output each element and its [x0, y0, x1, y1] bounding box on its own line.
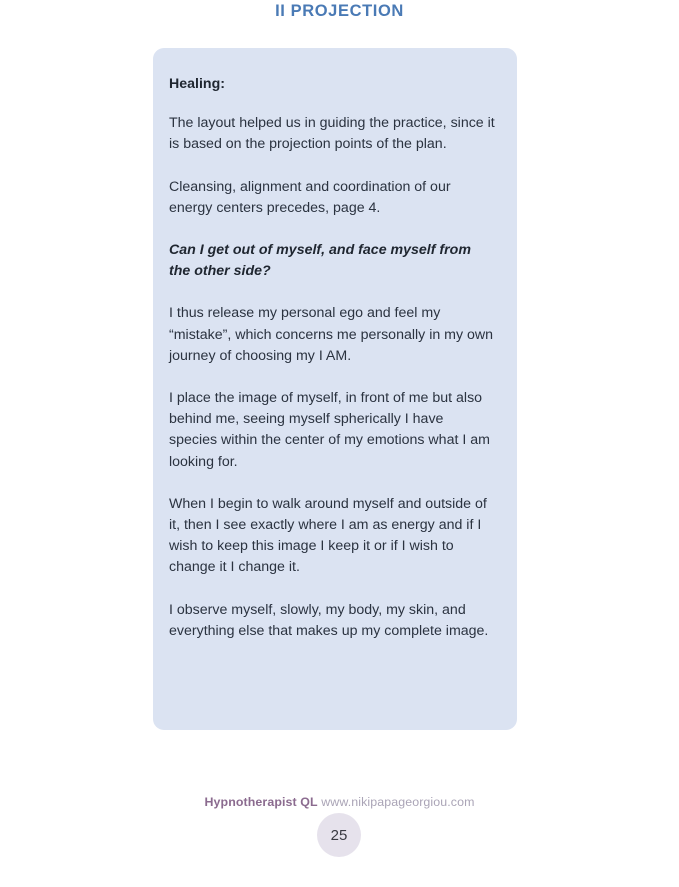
page-number-value: 25 [330, 826, 348, 844]
footer-brand-name: Hypnotherapist QL [204, 795, 318, 809]
footer-website-url: www.nikipapageorgiou.com [317, 795, 475, 809]
page-title: II PROJECTION [275, 2, 404, 20]
paragraph-observe-myself: I observe myself, slowly, my body, my skin, and everything else that makes up my complete image. [169, 601, 489, 639]
paragraph-question-prompt: Can I get out of myself, and face myself from the other side? [169, 242, 471, 280]
paragraph-place-image: I place the image of myself, in front of me but also behind me, seeing myself spherically I have species within the center of my emotions what I am looking for. [169, 390, 490, 470]
page-number-badge [317, 813, 361, 857]
paragraph-cleansing-alignment: Cleansing, alignment and coordination of our energy centers precedes, page 4. [169, 178, 451, 216]
paragraph-walk-around: When I begin to walk around myself and outside of it, then I see exactly where I am as energy and if I wish to keep this image I keep it or if I wish to change it I change it. [169, 495, 487, 576]
content-card [153, 48, 517, 730]
paragraph-layout-practice: The layout helped us in guiding the practice, since it is based on the projection points of the plan. [169, 115, 495, 153]
paragraph-release-ego: I thus release my personal ego and feel my “mistake”, which concerns me personally in my own journey of choosing my I AM. [169, 305, 494, 364]
section-heading-healing: Healing: [169, 76, 225, 92]
footer [0, 795, 679, 809]
card-text-body [169, 74, 495, 642]
